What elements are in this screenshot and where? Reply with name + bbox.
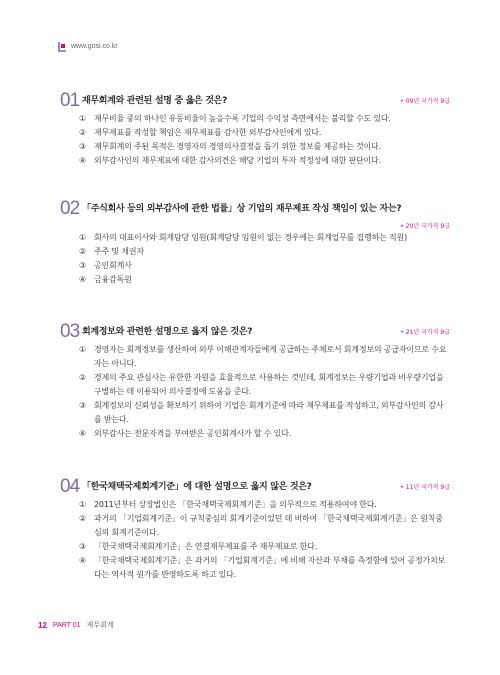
options-list	[79, 112, 450, 168]
option: ① 경영자는 회계정보를 생산하여 외부 이해관계자들에게 공급하는 주체로서 회계정보의 공급자이므로 수요자는 아니다.	[79, 345, 447, 368]
question-2	[60, 200, 450, 287]
logo-icon	[58, 41, 67, 52]
option: ① 회사의 대표이사와 회계담당 임원(회계담당 임원이 없는 경우에는 회계업무를 집행하는 직원)	[79, 233, 407, 242]
option: ② 과거의 「기업회계기준」이 규칙중심의 회계기준이었던 데 비하여 「한국채택국제회계기준」은 원칙중심의 회계기준이다.	[79, 514, 443, 537]
question-source: • 21년 국가직 9급	[400, 329, 450, 336]
option: ③ 회계정보의 신뢰성을 확보하기 위하여 기업은 회계기준에 따라 재무제표를 작성하고, 외부감사인의 감사를 받는다.	[79, 401, 444, 424]
options-list	[79, 498, 450, 582]
options-list	[79, 231, 450, 287]
option: ② 재무제표를 작성할 책임은 재무제표를 감사한 외부감사인에게 있다.	[79, 128, 322, 137]
option: ④ 외부감사는 전문자격을 부여받은 공인회계사가 할 수 있다.	[79, 429, 292, 438]
part-label: PART 01	[52, 621, 81, 629]
option: ③ 공인회계사	[79, 261, 132, 270]
question-number: 03	[60, 321, 80, 342]
question-number: 04	[60, 476, 80, 497]
option: ③ 「한국채택국제회계기준」은 연결재무제표를 주 재무제표로 한다.	[79, 542, 318, 551]
option: ④ 금융감독원	[79, 275, 132, 284]
option: ① 재무비율 중의 하나인 유동비율이 높을수록 기업의 수익성 측면에서는 불리할 수도 있다.	[79, 114, 391, 123]
question-number: 02	[60, 198, 80, 219]
question-text: 재무회계와 관련된 설명 중 옳은 것은?	[82, 96, 227, 106]
option: ④ 외부감사인의 재무제표에 대한 감사의견은 해당 기업의 투자 적정성에 대한 판단이다.	[79, 156, 381, 165]
page-header	[58, 41, 118, 52]
question-text: 「한국채택국제회계기준」에 대한 설명으로 옳지 않은 것은?	[82, 482, 312, 492]
option: ① 2011년부터 상장법인은 「한국채택국제회계기준」을 의무적으로 적용하여야 한다.	[79, 500, 377, 509]
question-3	[60, 323, 450, 441]
site-url: www.gosi.co.kr	[71, 43, 118, 50]
options-list	[79, 343, 450, 441]
question-text: 「주식회사 등의 외부감사에 관한 법률」상 기업의 재무제표 작성 책임이 있는 자는?	[82, 204, 402, 214]
option: ④ 「한국채택국제회계기준」은 과거의 「기업회계기준」에 비해 자산과 부채를 측정함에 있어 공정가치보다는 역사적 원가를 반영하도록 하고 있다.	[79, 556, 446, 579]
question-text: 회계정보와 관련한 설명으로 옳지 않은 것은?	[82, 327, 253, 337]
option: ② 주주 및 채권자	[79, 247, 144, 256]
question-source: • 20년 국가직 9급	[400, 223, 450, 230]
page-footer	[38, 620, 114, 630]
option: ③ 재무회계의 주된 목적은 경영자의 경영의사결정을 돕기 위한 정보를 제공하는 것이다.	[79, 142, 381, 151]
question-4	[60, 478, 450, 582]
page-number: 12	[38, 620, 47, 630]
question-number: 01	[60, 90, 80, 111]
question-source: • 09년 국가직 9급	[400, 98, 450, 105]
option: ② 경제의 주요 관심사는 유한한 자원을 효율적으로 사용하는 것인데, 회계정보는 우량기업과 비우량기업을 구별하는 데 이용되어 의사결정에 도움을 준다.	[79, 373, 444, 396]
question-1	[60, 92, 450, 168]
question-source: • 11년 국가직 9급	[400, 484, 450, 491]
part-title: 재무회계	[86, 622, 114, 629]
